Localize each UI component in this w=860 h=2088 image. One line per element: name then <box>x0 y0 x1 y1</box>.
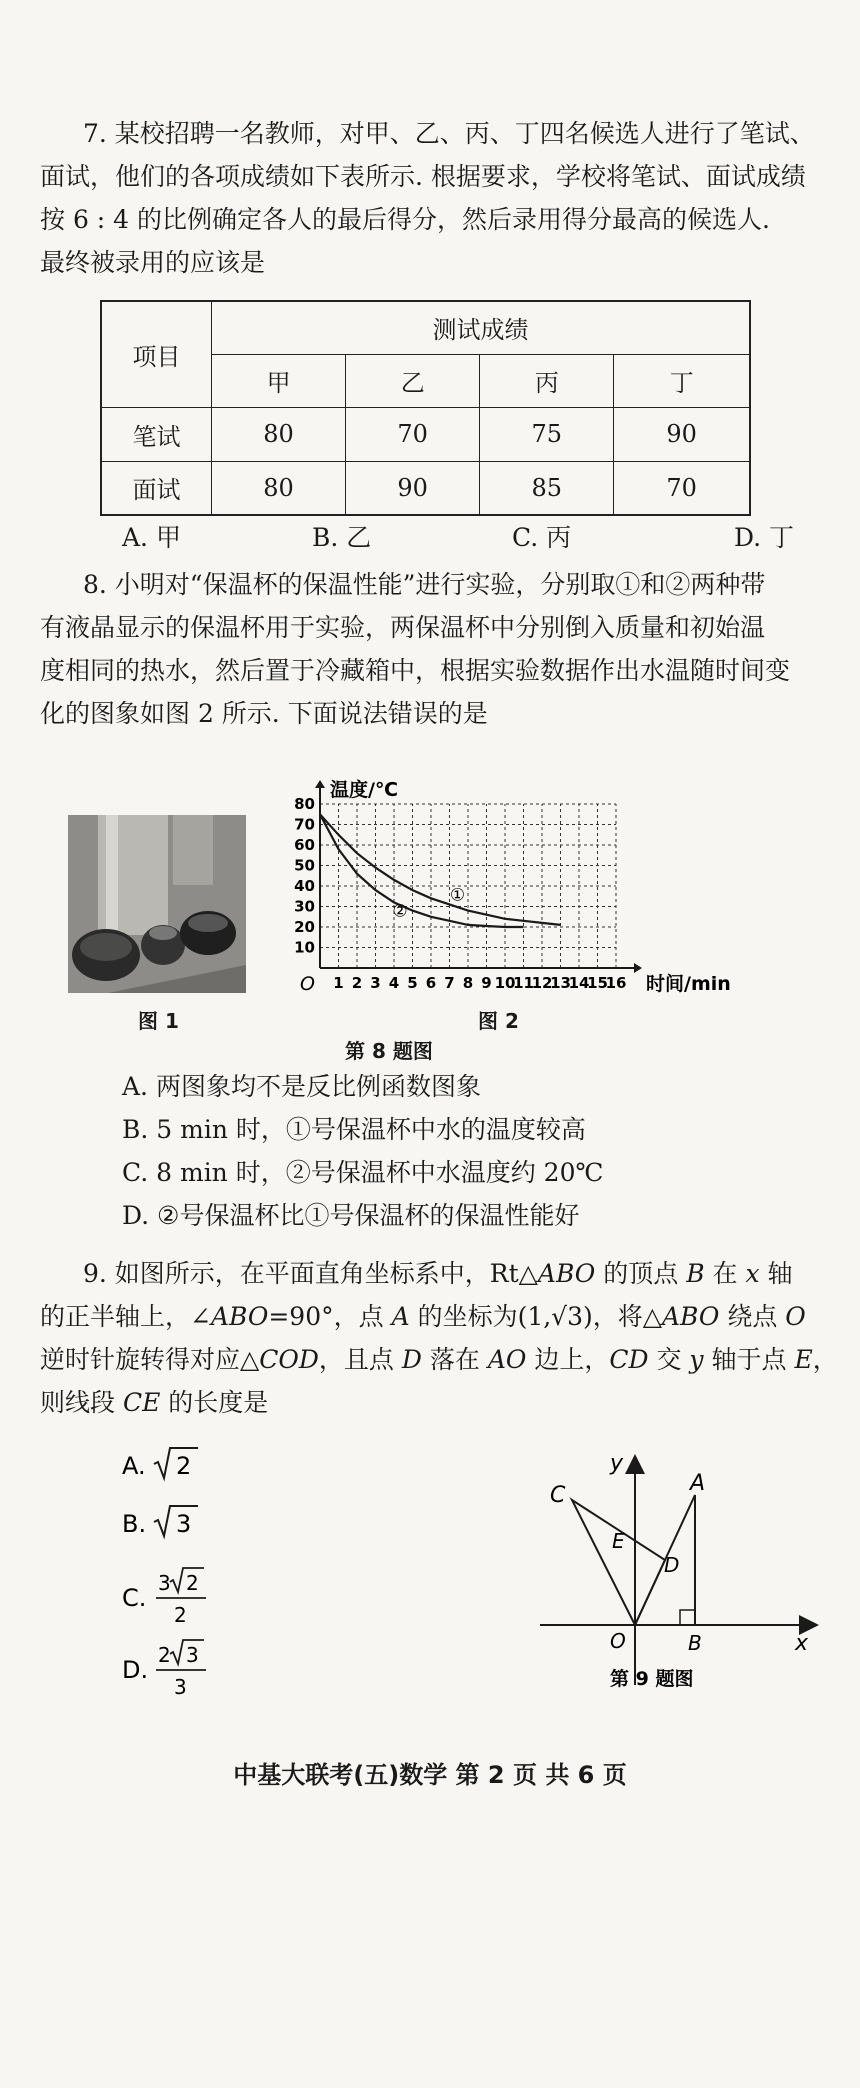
q9-option-d <box>122 1640 206 1699</box>
q9-text: 的正半轴上，∠ <box>40 1302 211 1331</box>
q9-option-den: 3 <box>174 1675 187 1699</box>
series-label-2: ② <box>392 901 408 922</box>
q9-text: 逆时针旋转得对应△ <box>40 1345 260 1374</box>
chart-x-label: 时间/min <box>646 973 731 995</box>
table-cell: 80 <box>212 407 346 461</box>
x-tick-label: 5 <box>407 974 418 992</box>
q9-text: y <box>689 1345 704 1374</box>
point-b-label: B <box>688 1631 702 1655</box>
triangle-cod <box>572 1500 665 1625</box>
q9-option-root: 3 <box>186 1643 199 1667</box>
q9-text: ABO <box>210 1302 269 1331</box>
question-8 <box>40 563 840 735</box>
q7-option-b: B. 乙 <box>312 523 372 552</box>
point-e-label: E <box>612 1529 625 1553</box>
right-angle-mark <box>680 1610 695 1625</box>
q9-text: 则线段 <box>40 1388 123 1417</box>
q9-text: 的坐标为(1,√3)，将△ <box>409 1302 662 1331</box>
x-tick-label: 15 <box>587 974 608 992</box>
q9-text: AO <box>487 1345 527 1374</box>
series-line-1 <box>320 814 561 925</box>
y-tick-label: 80 <box>294 795 315 813</box>
fig2-label: 图 2 <box>478 1009 519 1033</box>
table-group-header: 测试成绩 <box>212 301 751 354</box>
q7-option-a: A. 甲 <box>122 523 181 552</box>
q9-text: E <box>794 1345 813 1374</box>
q9-text: 9. 如图所示，在平面直角坐标系中，Rt△ <box>83 1259 538 1288</box>
q8-line-2: 有液晶显示的保温杯用于实验，两保温杯中分别倒入质量和初始温 <box>40 613 766 642</box>
q9-text: 绕点 <box>719 1302 786 1331</box>
table-cell: 85 <box>480 461 614 515</box>
table-cell: 90 <box>614 407 750 461</box>
q9-option-den: 2 <box>174 1603 187 1627</box>
q9-line-4 <box>40 1381 840 1424</box>
q7-option-d: D. 丁 <box>734 523 795 552</box>
q9-text: 在 <box>704 1259 746 1288</box>
q8-option-b: B. 5 min 时，①号保温杯中水的温度较高 <box>122 1115 586 1144</box>
chart-origin-label: O <box>300 973 315 995</box>
x-tick-label: 6 <box>425 974 437 992</box>
temperature-chart <box>282 768 842 1008</box>
q9-text: 边上， <box>526 1345 610 1374</box>
q9-option-b <box>122 1506 198 1538</box>
q7-line-1: 7. 某校招聘一名教师，对甲、乙、丙、丁四名候选人进行了笔试、 <box>83 119 815 148</box>
q9-option-a <box>122 1448 198 1480</box>
q9-text: CD <box>609 1345 649 1374</box>
x-tick-label: 8 <box>462 974 474 992</box>
q7-line-2: 面试，他们的各项成绩如下表所示. 根据要求，学校将笔试、面试成绩 <box>40 162 806 191</box>
x-tick-label: 2 <box>351 974 363 992</box>
x-tick-label: 9 <box>481 974 492 992</box>
x-tick-label: 3 <box>370 974 381 992</box>
table-cell: 75 <box>480 407 614 461</box>
series-line-2 <box>320 814 524 927</box>
q9-option-label: C. <box>122 1584 147 1612</box>
y-tick-label: 70 <box>294 815 315 834</box>
x-tick-label: 14 <box>568 974 590 992</box>
q7-option-c: C. 丙 <box>512 523 572 552</box>
q9-text: 交 <box>648 1345 690 1374</box>
q8-option-d: D. ②号保温杯比①号保温杯的保温性能好 <box>122 1201 580 1230</box>
chart-lines <box>320 814 561 927</box>
q9-option-num: 3 <box>158 1571 171 1595</box>
table-row-label: 面试 <box>101 461 212 515</box>
q9-option-label: B. <box>122 1510 147 1538</box>
table-cell: 70 <box>614 461 750 515</box>
y-tick-label: 30 <box>294 897 315 916</box>
x-tick-label: 13 <box>550 974 571 992</box>
table-row-label: 笔试 <box>101 407 212 461</box>
q9-text: ABO <box>662 1302 720 1331</box>
q9-option-num: 2 <box>158 1643 171 1667</box>
page-footer: 中基大联考(五)数学 第 2 页 共 6 页 <box>233 1761 627 1789</box>
question-7 <box>40 112 840 284</box>
q8-figure-caption: 第 8 题图 <box>345 1039 433 1063</box>
x-axis-label: x <box>795 1631 809 1656</box>
q9-figure <box>530 1440 830 1690</box>
point-d-label: D <box>664 1553 680 1577</box>
x-tick-label: 12 <box>531 974 553 992</box>
q9-line-2 <box>40 1295 840 1338</box>
q9-line-1 <box>40 1252 840 1295</box>
question-9 <box>40 1252 840 1424</box>
table-col-header: 丁 <box>614 354 750 407</box>
table-col-header: 乙 <box>346 354 480 407</box>
q9-text: =90°，点 <box>268 1302 392 1331</box>
x-axis-arrow <box>634 963 642 973</box>
series-label-1: ① <box>449 885 466 906</box>
x-tick-label: 11 <box>513 974 534 992</box>
q9-text: x <box>745 1259 760 1288</box>
table-col-header: 甲 <box>212 354 346 407</box>
q8-line-1: 8. 小明对“保温杯的保温性能”进行实验，分别取①和②两种带 <box>83 570 766 599</box>
q9-text: CE <box>122 1388 161 1417</box>
x-tick-label: 1 <box>333 974 344 992</box>
point-c-label: C <box>550 1483 566 1508</box>
x-tick-label: 16 <box>605 974 627 992</box>
y-tick-label: 10 <box>294 938 315 957</box>
y-axis-label: y <box>610 1451 624 1476</box>
q9-text: 的顶点 <box>595 1259 687 1288</box>
q9-text: 轴 <box>759 1259 793 1288</box>
score-table <box>100 300 751 516</box>
q9-options <box>118 1440 378 1700</box>
q8-line-3: 度相同的热水，然后置于冷藏箱中，根据实验数据作出水温随时间变 <box>40 656 791 685</box>
table-row <box>101 461 750 515</box>
q8-option-c: C. 8 min 时，②号保温杯中水温度约 20℃ <box>122 1158 604 1187</box>
y-tick-label: 60 <box>294 836 315 854</box>
q9-text: B <box>686 1259 705 1288</box>
thermos-photo-drawing <box>68 815 246 993</box>
q9-text: ABO <box>537 1259 596 1288</box>
y-axis-arrow <box>315 780 325 788</box>
x-tick-label: 4 <box>388 974 400 992</box>
q7-line-4: 最终被录用的应该是 <box>40 248 266 277</box>
q9-line-3 <box>40 1338 840 1381</box>
table-col-header: 丙 <box>480 354 614 407</box>
q9-option-root: 2 <box>176 1452 192 1480</box>
y-tick-label: 50 <box>294 856 315 875</box>
y-tick-label: 40 <box>294 877 315 895</box>
point-a-label: A <box>690 1471 706 1496</box>
q9-text: A <box>391 1302 410 1331</box>
q8-option-a: A. 两图象均不是反比例函数图象 <box>122 1072 481 1101</box>
q8-options <box>122 1065 603 1237</box>
chart-y-label: 温度/℃ <box>330 779 398 801</box>
point-o-label: O <box>610 1629 626 1653</box>
q9-option-label: A. <box>122 1452 146 1480</box>
q9-text: ， <box>812 1345 838 1374</box>
q9-text: O <box>785 1302 806 1331</box>
q9-option-label: D. <box>122 1656 149 1684</box>
q9-text: D <box>401 1345 422 1374</box>
chart-grid <box>320 804 616 968</box>
chart-axes <box>315 780 642 973</box>
q9-option-root: 3 <box>176 1510 192 1538</box>
q9-text: 落在 <box>421 1345 488 1374</box>
thermos-photo <box>68 815 246 993</box>
q9-option-c <box>122 1568 206 1627</box>
fig1-label: 图 1 <box>138 1009 179 1033</box>
table-cell: 80 <box>212 461 346 515</box>
q9-figure-caption: 第 9 题图 <box>610 1668 694 1690</box>
q9-text: 轴于点 <box>703 1345 795 1374</box>
q9-text: 的长度是 <box>160 1388 269 1417</box>
q9-text: ，且点 <box>318 1345 402 1374</box>
q7-line-3: 按 6 : 4 的比例确定各人的最后得分，然后录用得分最高的候选人. <box>40 205 770 234</box>
x-tick-label: 10 <box>494 974 516 992</box>
table-row-header: 项目 <box>101 301 212 407</box>
x-tick-label: 7 <box>444 974 455 992</box>
y-tick-label: 20 <box>294 918 315 936</box>
table-cell: 70 <box>346 407 480 461</box>
table-row <box>101 407 750 461</box>
q9-text: COD <box>259 1345 319 1374</box>
q9-option-root: 2 <box>186 1571 199 1595</box>
q8-line-4: 化的图象如图 2 所示. 下面说法错误的是 <box>40 699 488 728</box>
table-cell: 90 <box>346 461 480 515</box>
